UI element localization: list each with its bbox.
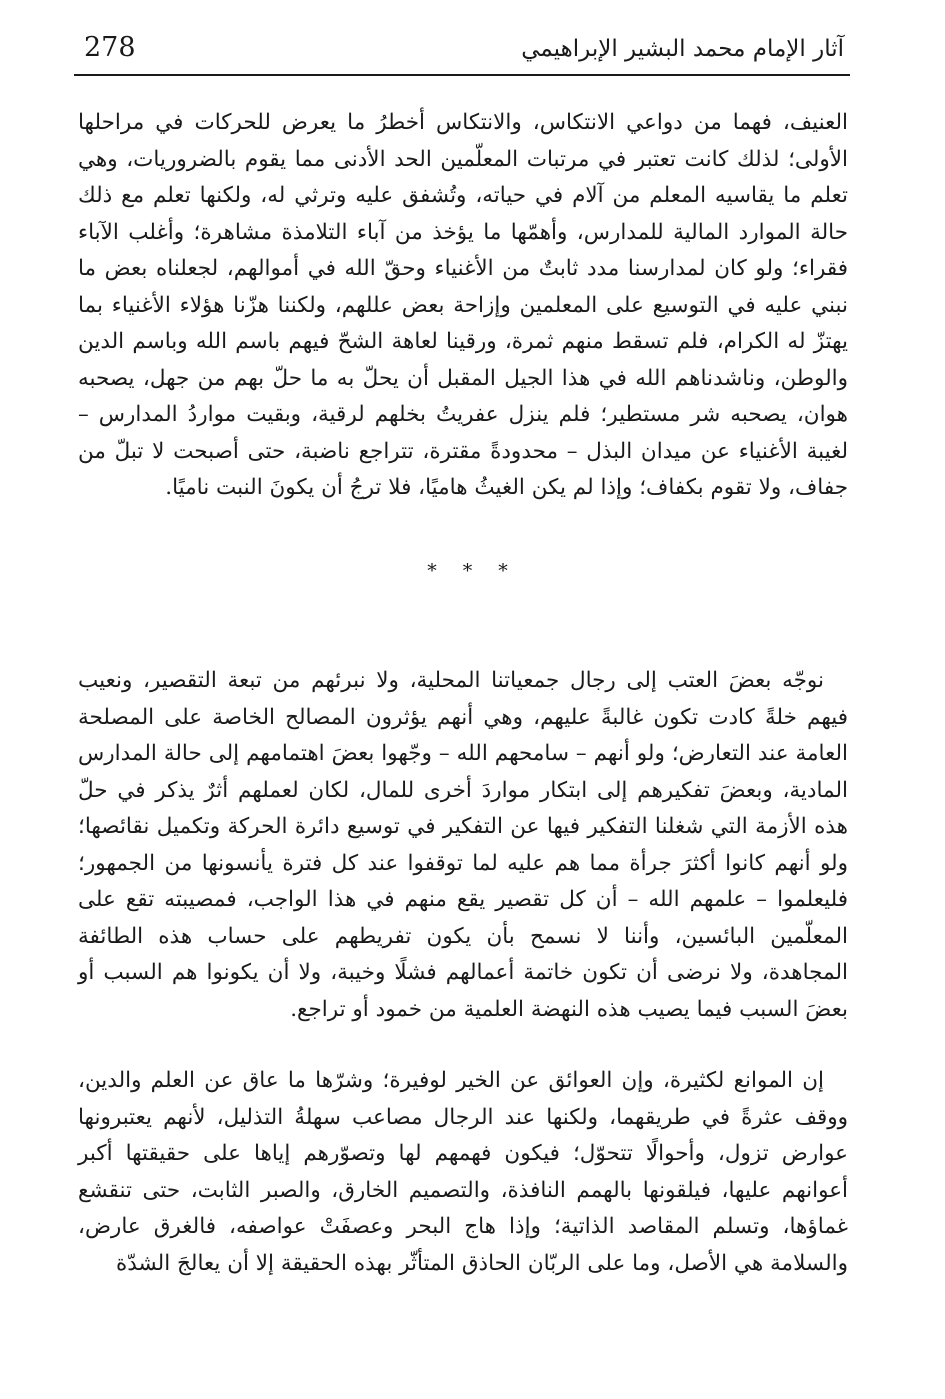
paragraph: العنيف، فهما من دواعي الانتكاس، والانتكاس أخطرُ ما يعرض للحركات في مراحلها الأولى؛ لذلك كانت تعتبر في مرتبات المعلّمين الحد الأدنى مما يقوم بالضروريات، وهي تعلم ما يقاسيه المعلم من آلام في حياته، وتُشفق عليه وترثي له، ولكنها تعلم مع ذلك حالة الموارد المالية للمدارس، وأهمّها ما يؤخذ من آباء التلامذة مشاهرة؛ وأغلب الآباء فقراء؛ ولو كان لمدارسنا مدد ثابتٌ من الأغنياء وحقّ الله في أموالهم، لجعلناه بعض ما نبني عليه في التوسيع على المعلمين وإزاحة بعض عللهم، ولكننا هزّنا هؤلاء الأغنياء بما يهتزّ له الكرام، فلم تسقط منهم ثمرة، ورقينا لعاهة الشحّ فيهم باسم الله وباسم الدين والوطن، وناشدناهم الله في هذا الجيل المقبل أن يحلّ به ما حلّ بهم من جهل، يصحبه هوان، يصحبه شر مستطير؛ فلم ينزل عفريتُ بخلهم لرقية، وبقيت مواردُ المدارس – لغيبة الأغنياء عن ميدان البذل – محدودةً مقترة، تتراجع ناضبة، حتى أصبحت لا تبلّ من جفاف، ولا تقوم بكفاف؛ وإذا لم يكن الغيثُ هاميًا، فلا ترجُ أن يكونَ النبت ناميًا. — [78, 110, 848, 500]
running-title: آثار الإمام محمد البشير الإبراهيمي — [521, 36, 844, 62]
text-block-1 — [78, 105, 848, 507]
paragraph: إن الموانع لكثيرة، وإن العوائق عن الخير لوفيرة؛ وشرّها ما عاق عن العلم والدين، ووقف عثرةً في طريقهما، ولكنها عند الرجال مصاعب سهلةُ التذليل، لأنهم يعتبرونها عوارض تزول، وأحوالًا تتحوّل؛ فيكون فهمهم لها وتصوّرهم إياها على حقيقتها أكبر أعوانهم عليها، فيلقونها بالهمم النافذة، والتصميم الخارق، والصبر الثابت، حتى تنقشع غماؤها، وتسلم المقاصد الذاتية؛ وإذا هاج البحر وعصفَتْ عواصفه، فالغرق عارض، والسلامة هي الأصل، وما على الربّان الحاذق المتأثّر بهذه الحقيقة إلا أن يعالجَ الشدّة — [78, 1068, 848, 1276]
page-number: 278 — [84, 32, 136, 63]
text-block-2 — [78, 663, 848, 1028]
section-separator: * * * — [427, 560, 518, 582]
page-header — [74, 26, 850, 76]
text-block-3 — [78, 1063, 848, 1282]
paragraph: نوجّه بعضَ العتب إلى رجال جمعياتنا المحلية، ولا نبرئهم من تبعة التقصير، ونعيب فيهم خلةً كادت تكون غالبةً عليهم، وهي أنهم يؤثرون المصالح الخاصة على المصلحة العامة عند التعارض؛ ولو أنهم – سامحهم الله – وجّهوا بعضَ اهتمامهم إلى حالة المدارس المادية، وبعضَ تفكيرهم إلى ابتكار مواردَ أخرى للمال، لكان لعملهم أثرٌ يذكر في حلّ هذه الأزمة التي شغلنا التفكير فيها عن التفكير في توسيع دائرة الحركة وتكميل نقائصها؛ ولو أنهم كانوا أكثرَ جرأة مما هم عليه لما توقفوا عند كل فترة يأنسونها من الجمهور؛ فليعلموا – علمهم الله – أن كل تقصير يقع منهم في هذا الواجب، فمصيبته تقع على المعلّمين البائسين، وأننا لا نسمح بأن يكون تفريطهم على حساب هذه الطائفة المجاهدة، ولا نرضى أن تكون خاتمة أعمالهم فشلًا وخيبة، ولا أن يكونوا هم السبب أو بعضَ السبب فيما يصيب هذه النهضة العلمية من خمود أو تراجع. — [78, 668, 848, 1022]
